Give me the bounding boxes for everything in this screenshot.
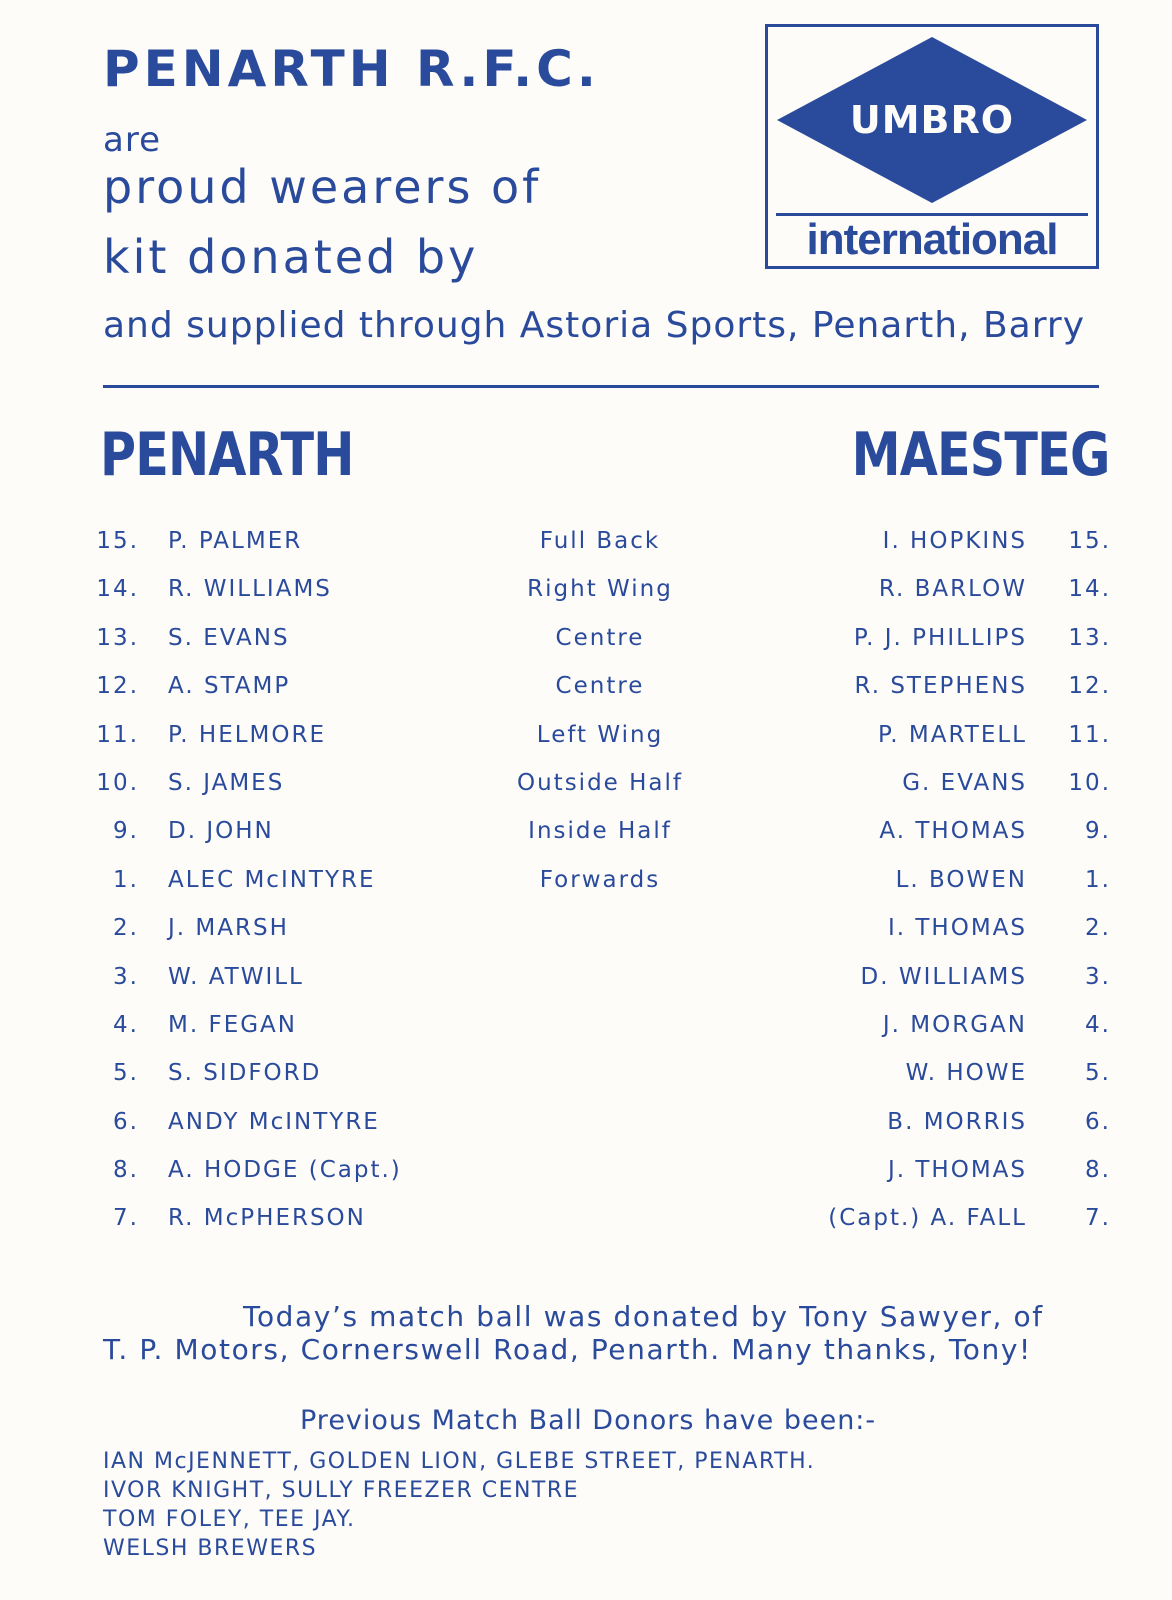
away-number: 3.	[1085, 963, 1111, 990]
intro-line-2: proud wearers of	[103, 160, 542, 214]
away-number: 5.	[1085, 1060, 1111, 1087]
home-player: J. MARSH	[168, 915, 289, 942]
donors-heading: Previous Match Ball Donors have been:-	[300, 1405, 877, 1436]
away-number: 6.	[1085, 1108, 1111, 1135]
lineup-row	[0, 722, 1172, 770]
away-player: B. MORRIS	[887, 1108, 1027, 1135]
home-player: P. HELMORE	[168, 721, 327, 748]
away-player: A. THOMAS	[879, 818, 1027, 845]
home-number: 10.	[96, 769, 139, 796]
away-number: 2.	[1085, 915, 1111, 942]
away-player: I. HOPKINS	[882, 528, 1027, 554]
home-number: 15.	[96, 528, 139, 554]
match-ball-thanks	[103, 1300, 1103, 1366]
away-player: L. BOWEN	[895, 866, 1027, 893]
away-player: P. MARTELL	[877, 721, 1027, 748]
home-number: 3.	[113, 963, 139, 990]
away-number: 13.	[1068, 624, 1111, 651]
home-player: ANDY McINTYRE	[168, 1108, 380, 1135]
home-number: 14.	[96, 576, 139, 603]
supplier-line: and supplied through Astoria Sports, Penarth, Barry	[103, 305, 1086, 346]
position-label: Inside Half	[528, 818, 672, 845]
lineup-row	[0, 1109, 1172, 1157]
home-team-name: PENARTH	[100, 420, 354, 490]
lineup-row	[0, 1012, 1172, 1060]
home-player: R. WILLIAMS	[168, 576, 332, 603]
away-player: P. J. PHILLIPS	[853, 624, 1027, 651]
thanks-line-1: Today’s match ball was donated by Tony Sawyer, of	[243, 1300, 1044, 1333]
donor-item: IVOR KNIGHT, SULLY FREEZER CENTRE	[103, 1478, 580, 1503]
thanks-line-2: T. P. Motors, Cornerswell Road, Penarth. Many thanks, Tony!	[103, 1333, 1032, 1366]
away-number: 12.	[1068, 673, 1111, 700]
away-number: 1.	[1085, 866, 1111, 893]
away-player: J. THOMAS	[887, 1157, 1027, 1184]
position-label: Full Back	[539, 528, 661, 554]
donor-item: WELSH BREWERS	[103, 1536, 318, 1561]
intro-line-3: kit donated by	[103, 230, 479, 284]
away-player: R. BARLOW	[878, 576, 1027, 603]
home-player: R. McPHERSON	[168, 1205, 366, 1232]
position-label: Centre	[555, 624, 645, 651]
donor-item: IAN McJENNETT, GOLDEN LION, GLEBE STREET, PENARTH.	[103, 1449, 816, 1474]
away-team-name: MAESTEG	[852, 420, 1110, 490]
position-label: Right Wing	[527, 576, 673, 603]
home-number: 7.	[113, 1205, 139, 1232]
home-number: 9.	[113, 818, 139, 845]
lineup-row	[0, 770, 1172, 818]
donor-item: TOM FOLEY, TEE JAY.	[103, 1507, 356, 1532]
away-player: W. HOWE	[905, 1060, 1027, 1087]
intro-line-1: are	[103, 120, 161, 160]
away-number: 11.	[1068, 721, 1111, 748]
away-number: 9.	[1085, 818, 1111, 845]
position-label: Left Wing	[536, 721, 664, 748]
lineup-row	[0, 818, 1172, 866]
position-label: Outside Half	[516, 769, 684, 796]
away-player: R. STEPHENS	[854, 673, 1027, 700]
lineup-row	[0, 1157, 1172, 1205]
away-number: 14.	[1068, 576, 1111, 603]
position-label: Forwards	[539, 866, 661, 893]
home-player: M. FEGAN	[168, 1011, 297, 1038]
home-player: A. HODGE (Capt.)	[168, 1157, 402, 1184]
home-player: S. JAMES	[168, 769, 285, 796]
home-player: ALEC McINTYRE	[168, 866, 376, 893]
lineup-row	[0, 1205, 1172, 1253]
away-player: I. THOMAS	[887, 915, 1027, 942]
lineup-row	[0, 576, 1172, 624]
umbro-logo	[765, 24, 1099, 269]
umbro-diamond-icon	[771, 31, 1093, 209]
header-rule	[103, 385, 1099, 388]
home-number: 11.	[96, 721, 139, 748]
home-player: P. PALMER	[168, 528, 303, 554]
home-player: D. JOHN	[168, 818, 274, 845]
logo-subtitle: international	[806, 215, 1058, 264]
lineup-row	[0, 528, 1172, 576]
position-label: Centre	[555, 673, 645, 700]
away-number: 15.	[1068, 528, 1111, 554]
home-number: 1.	[113, 866, 139, 893]
home-number: 5.	[113, 1060, 139, 1087]
away-player: (Capt.) A. FALL	[828, 1205, 1027, 1232]
home-number: 8.	[113, 1157, 139, 1184]
away-number: 8.	[1085, 1157, 1111, 1184]
away-number: 10.	[1068, 769, 1111, 796]
away-number: 4.	[1085, 1011, 1111, 1038]
logo-brand-text: UMBRO	[849, 98, 1015, 142]
lineup-row	[0, 625, 1172, 673]
home-number: 2.	[113, 915, 139, 942]
home-number: 6.	[113, 1108, 139, 1135]
lineup-row	[0, 867, 1172, 915]
home-player: S. SIDFORD	[168, 1060, 322, 1087]
away-number: 7.	[1085, 1205, 1111, 1232]
home-player: W. ATWILL	[168, 963, 304, 990]
away-player: J. MORGAN	[882, 1011, 1027, 1038]
home-number: 4.	[113, 1011, 139, 1038]
home-player: A. STAMP	[168, 673, 291, 700]
home-player: S. EVANS	[168, 624, 290, 651]
away-player: D. WILLIAMS	[860, 963, 1027, 990]
lineup-table	[0, 528, 1172, 1254]
donor-list	[103, 1447, 815, 1563]
lineup-row	[0, 1060, 1172, 1108]
lineup-row	[0, 964, 1172, 1012]
home-number: 12.	[96, 673, 139, 700]
lineup-row	[0, 915, 1172, 963]
away-player: G. EVANS	[902, 769, 1027, 796]
club-name: PENARTH R.F.C.	[103, 40, 600, 98]
home-number: 13.	[96, 624, 139, 651]
lineup-row	[0, 673, 1172, 721]
